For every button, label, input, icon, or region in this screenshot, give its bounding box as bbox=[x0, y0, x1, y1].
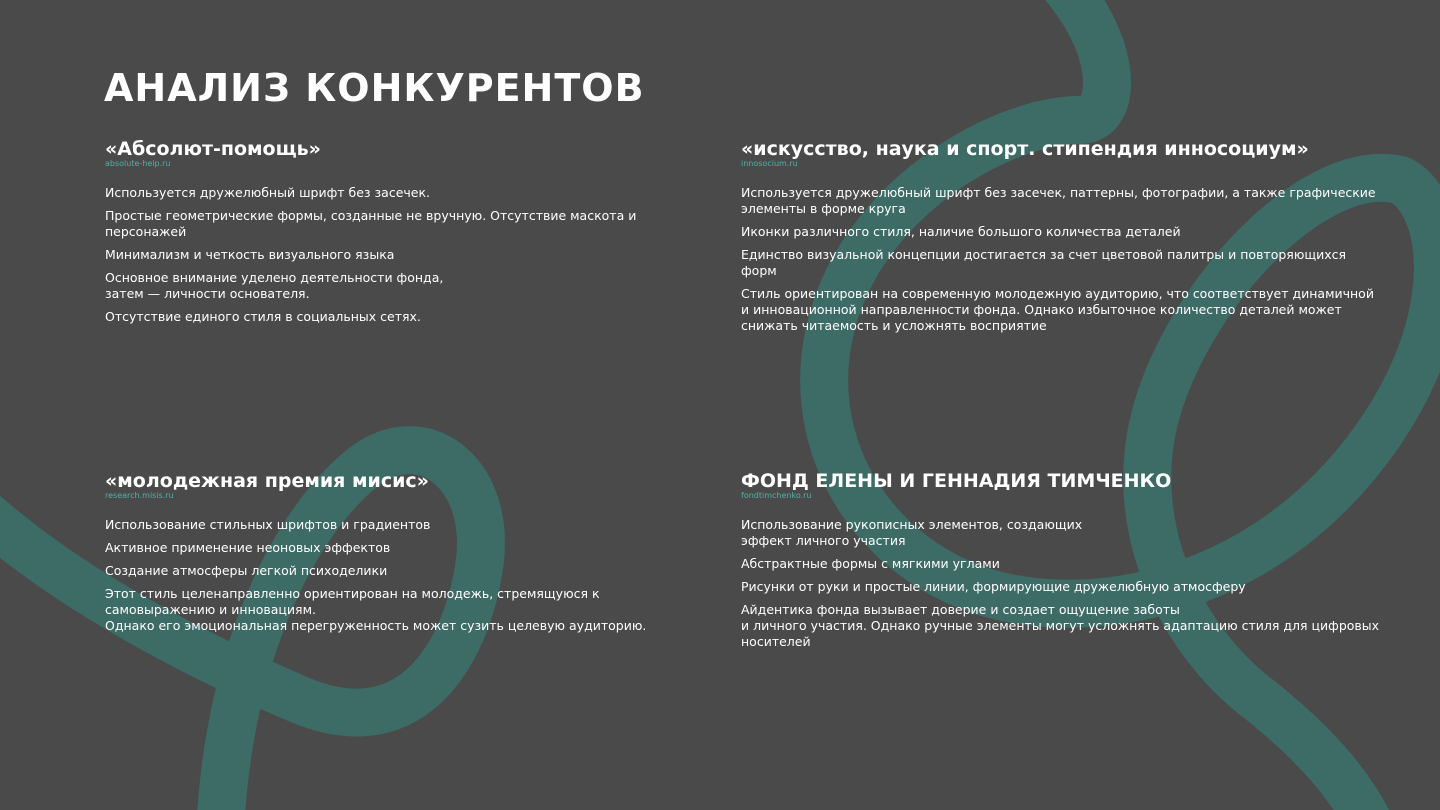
list-item: Рисунки от руки и простые линии, формирующие дружелюбную атмосферу bbox=[741, 579, 1246, 594]
list-item: Создание атмосферы легкой психоделики bbox=[105, 563, 388, 578]
list-item: Активное применение неоновых эффектов bbox=[105, 540, 391, 555]
list-item: Абстрактные формы с мягкими углами bbox=[741, 556, 1000, 571]
competitor-title: «искусство, наука и спорт. стипендия инносоциум» bbox=[741, 138, 1309, 160]
competitor-url: innosocium.ru bbox=[741, 159, 798, 168]
competitor-url: absolute-help.ru bbox=[105, 159, 171, 168]
competitor-card-absolute-help bbox=[105, 136, 665, 332]
list-item: Айдентика фонда вызывает доверие и создает ощущение заботы и личного участия. Однако ручные элементы могут усложнять адаптацию стиля для цифровых носителей bbox=[741, 602, 1380, 649]
competitor-url: research.misis.ru bbox=[105, 491, 174, 500]
competitor-card-misis bbox=[105, 468, 665, 641]
competitor-url: fondtimchenko.ru bbox=[741, 491, 812, 500]
competitor-title: «Абсолют-помощь» bbox=[105, 138, 321, 160]
list-item: Использование рукописных элементов, создающих эффект личного участия bbox=[741, 517, 1083, 548]
list-item: Простые геометрические формы, созданные не вручную. Отсутствие маскота и персонажей bbox=[105, 208, 637, 239]
competitor-points bbox=[105, 185, 665, 325]
competitor-points bbox=[741, 185, 1381, 334]
list-item: Иконки различного стиля, наличие большого количества деталей bbox=[741, 224, 1181, 239]
list-item: Используется дружелюбный шрифт без засечек, паттерны, фотографии, а также графические элементы в форме круга bbox=[741, 185, 1376, 216]
list-item: Этот стиль целенаправленно ориентирован на молодежь, стремящуюся к самовыражению и инновациям. Однако его эмоциональная перегруженность может сузить целевую аудиторию. bbox=[105, 586, 647, 633]
competitor-points bbox=[105, 517, 665, 634]
competitor-points bbox=[741, 517, 1381, 650]
list-item: Используется дружелюбный шрифт без засечек. bbox=[105, 185, 430, 200]
list-item: Основное внимание уделено деятельности фонда, затем — личности основателя. bbox=[105, 270, 444, 301]
list-item: Стиль ориентирован на современную молодежную аудиторию, что соответствует динамичной и инновационной направленности фонда. Однако избыточное количество деталей может снижать читаемость и усложнять восприятие bbox=[741, 286, 1374, 333]
competitor-title: ФОНД ЕЛЕНЫ И ГЕННАДИЯ ТИМЧЕНКО bbox=[741, 470, 1172, 492]
list-item: Использование стильных шрифтов и градиентов bbox=[105, 517, 431, 532]
page-title: АНАЛИЗ КОНКУРЕНТОВ bbox=[104, 66, 645, 110]
list-item: Отсутствие единого стиля в социальных сетях. bbox=[105, 309, 421, 324]
ribbon-right-icon bbox=[824, 0, 1438, 810]
list-item: Минимализм и четкость визуального языка bbox=[105, 247, 395, 262]
competitor-title: «молодежная премия мисис» bbox=[105, 470, 429, 492]
competitor-card-timchenko bbox=[741, 468, 1381, 657]
competitor-card-innosocium bbox=[741, 136, 1381, 341]
list-item: Единство визуальной концепции достигается за счет цветовой палитры и повторяющихся форм bbox=[741, 247, 1347, 278]
